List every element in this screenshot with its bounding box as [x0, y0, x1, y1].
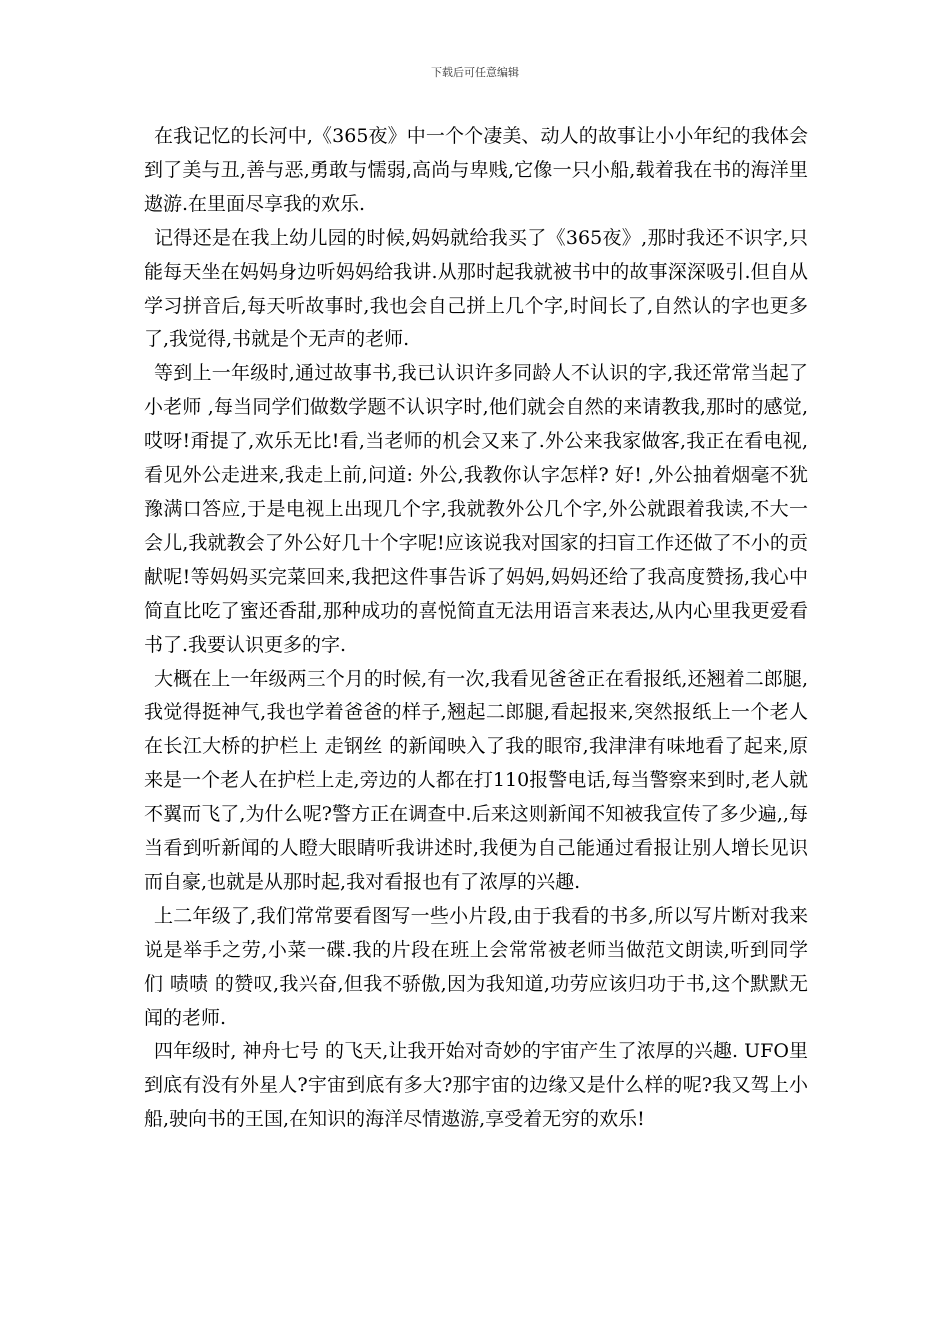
paragraph-1: 在我记忆的长河中,《365夜》中一个个凄美、动人的故事让小小年纪的我体会到了美与丑,善与恶,勇敢与懦弱,高尚与卑贱,它像一只小船,载着我在书的海洋里遨游.在里面尽享我的欢乐. — [144, 125, 808, 215]
paragraph-6: 四年级时, 神舟七号 的飞天,让我开始对奇妙的宇宙产生了浓厚的兴趣. UFO里到底有没有外星人?宇宙到底有多大?那宇宙的边缘又是什么样的呢?我又驾上小船,驶向书的王国,在知识的海洋尽情遨游,享受着无穷的欢乐! — [144, 1040, 808, 1131]
paragraph-4: 大概在上一年级两三个月的时候,有一次,我看见爸爸正在看报纸,还翘着二郎腿,我觉得挺神气,我也学着爸爸的样子,翘起二郎腿,看起报来,突然报纸上一个老人在长江大桥的护栏上 走钢丝 的新闻映入了我的眼帘,我津津有味地看了起来,原来是一个老人在护栏上走,旁边的人都在打110报警电话,每当警察来到时,老人就不翼而飞了,为什么呢?警方正在调查中.后来这则新闻不知被我宣传了多少遍,,每当看到听新闻的人瞪大眼睛听我讲述时,我便为自己能通过看报让别人增长见识而自豪,也就是从那时起,我对看报也有了浓厚的兴趣. — [144, 667, 808, 893]
paragraph-5: 上二年级了,我们常常要看图写一些小片段,由于我看的书多,所以写片断对我来说是举手之劳,小菜一碟.我的片段在班上会常常被老师当做范文朗读,听到同学们 啧啧 的赞叹,我兴奋,但我不骄傲,因为我知道,功劳应该归功于书,这个默默无闻的老师. — [144, 904, 808, 1029]
paragraph-3: 等到上一年级时,通过故事书,我已认识许多同龄人不认识的字,我还常常当起了 小老师 ,每当同学们做数学题不认识字时,他们就会自然的来请教我,那时的感觉,哎呀!甭提了,欢乐无比!看,当老师的机会又来了.外公来我家做客,我正在看电视,看见外公走进来,我走上前,问道: 外公,我教你认字怎样? 好! ,外公抽着烟毫不犹豫满口答应,于是电视上出现几个字,我就教外公几个字,外公就跟着我读,不大一会儿,我就教会了外公好几十个字呢!应该说我对国家的扫盲工作还做了不小的贡献呢!等妈妈买完菜回来,我把这件事告诉了妈妈,妈妈还给了我高度赞扬,我心中简直比吃了蜜还香甜,那种成功的喜悦简直无法用语言来表达,从内心里我更爱看书了.我要认识更多的字. — [144, 362, 808, 656]
page-header-note: 下载后可任意编辑 — [431, 66, 519, 79]
article-body — [144, 120, 808, 1137]
paragraph-2: 记得还是在我上幼儿园的时候,妈妈就给我买了《365夜》,那时我还不识字,只能每天坐在妈妈身边听妈妈给我讲.从那时起我就被书中的故事深深吸引.但自从学习拼音后,每天听故事时,我也会自己拼上几个字,时间长了,自然认的字也更多了,我觉得,书就是个无声的老师. — [144, 226, 808, 351]
